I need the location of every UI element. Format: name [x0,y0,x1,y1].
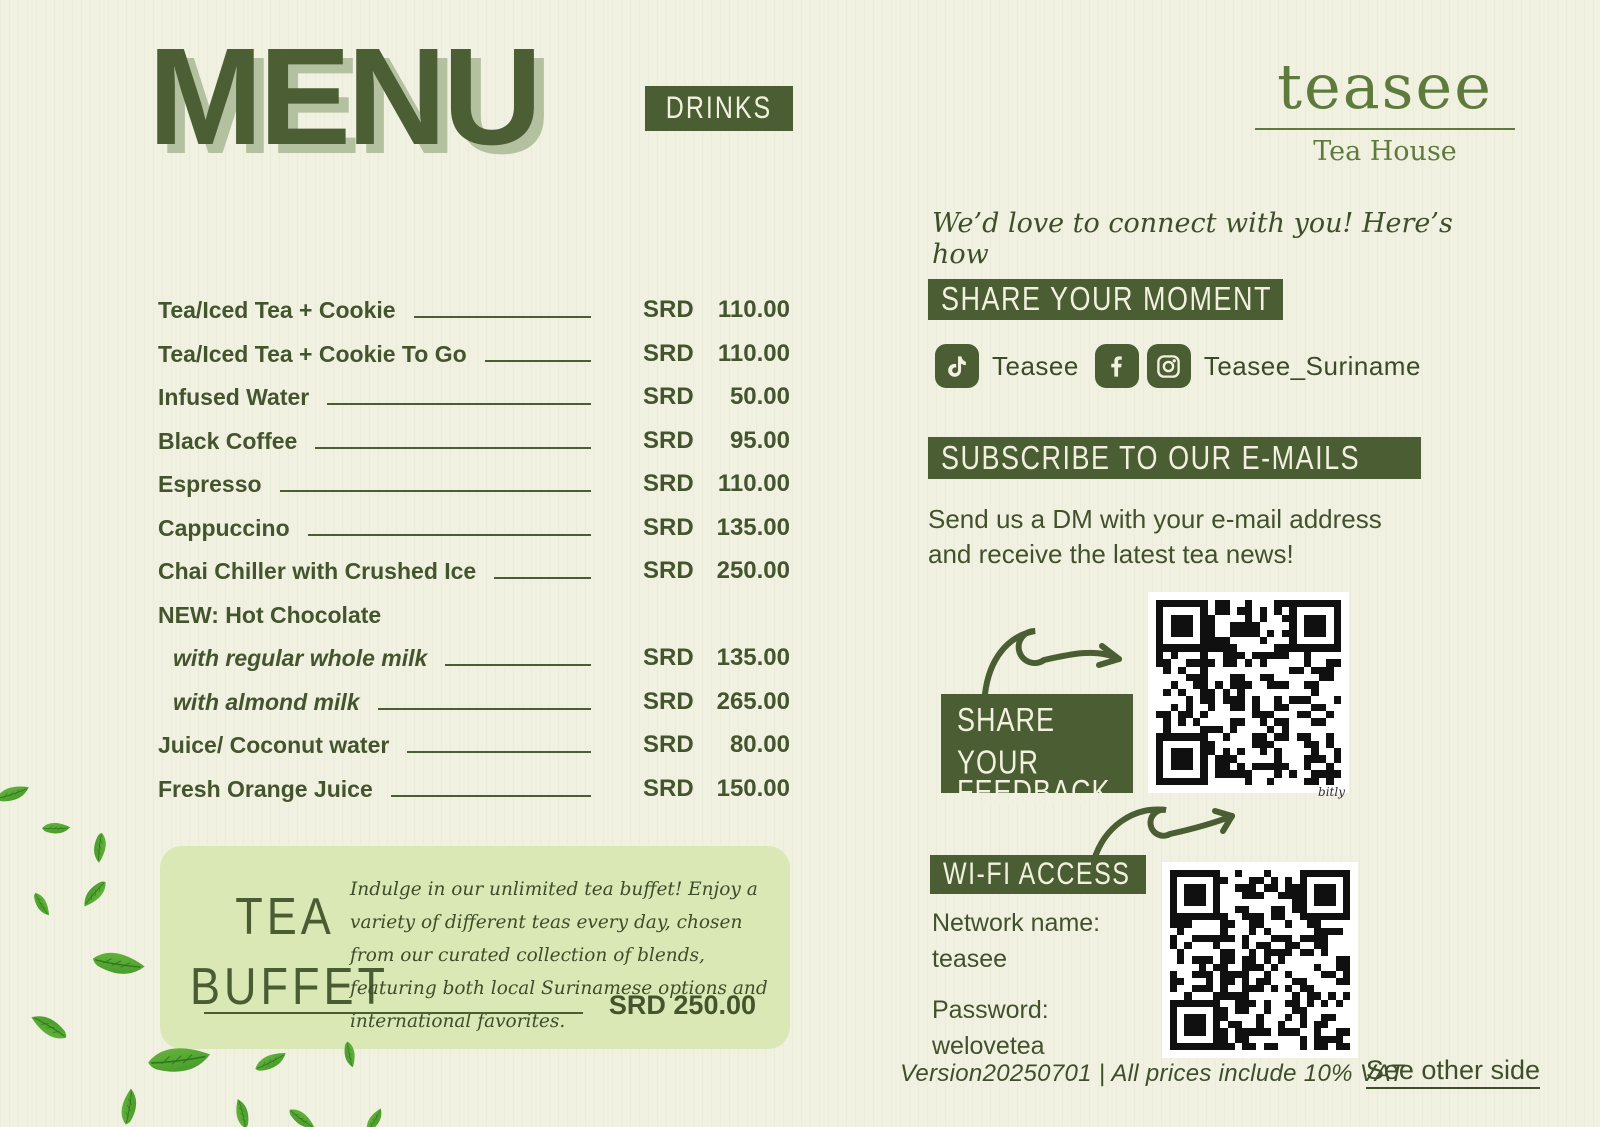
price-amount: 135.00 [716,644,790,671]
leader-line [315,447,591,449]
leader-line [445,664,591,666]
wifi-access-label: WI-FI ACCESS [943,856,1131,892]
menu-item-name: NEW: Hot Chocolate [158,601,382,628]
brand-name: teasee [1255,56,1515,130]
price-amount: 250.00 [716,557,790,584]
tea-buffet-card [160,846,790,1049]
share-feedback-line2: FEEDBACK [957,772,1111,811]
menu-item-name: Black Coffee [158,427,298,454]
leaf-decoration [114,1087,147,1127]
price-amount: 110.00 [717,296,790,323]
price-currency: SRD [643,557,694,584]
subscribe-banner-label: SUBSCRIBE TO OUR E-MAILS [941,438,1361,477]
share-your-moment-banner [928,279,1283,320]
wifi-password-value: welovetea [932,1032,1045,1061]
leaf-decoration [86,831,112,865]
price-currency: SRD [643,731,694,758]
menu-item-row [158,689,790,716]
brand-subtitle: Tea House [1313,136,1457,167]
qr-modules [1156,600,1341,785]
leader-line [391,795,591,797]
menu-item-row [158,471,790,498]
menu-item-row [158,341,790,368]
doodle-arrow-icon [975,598,1147,702]
brand-logo [1255,50,1515,167]
leader-line [414,316,591,318]
page-title: MENU [148,20,539,174]
menu-item-price [643,383,790,411]
wifi-password-label: Password: [932,996,1049,1024]
menu-item-price [643,427,790,455]
leaf-decoration [32,890,50,918]
menu-item-price [643,731,790,759]
menu-item-name: with almond milk [173,688,360,715]
menu-item-row [158,645,790,672]
menu-item-row [158,602,790,629]
category-badge-drinks [645,86,793,131]
facebook-icon[interactable] [1095,344,1139,388]
menu-item-row [158,515,790,542]
tea-buffet-price-row [204,990,756,1021]
instagram-icon[interactable] [1147,344,1191,388]
menu-item-row [158,297,790,324]
share-feedback-label [941,694,1133,811]
leaf-decoration [41,818,72,840]
leaf-decoration [76,878,112,908]
menu-item-row [158,428,790,455]
price-amount: 95.00 [729,426,790,454]
menu-item-price [643,557,790,585]
leader-line [280,490,591,492]
instagram-handle: Teasee_Suriname [1203,350,1421,381]
leader-line [485,360,591,362]
leaf-decoration [89,941,147,988]
menu-items-list [158,297,790,819]
price-amount: 150.00 [716,774,790,802]
leader-line [204,1012,583,1014]
price-currency: SRD [643,470,694,497]
price-currency: SRD [643,774,694,802]
wifi-qr-code [1162,862,1358,1058]
wifi-network-label: Network name: [932,909,1101,937]
leaf-decoration [0,786,30,803]
connect-tagline: We’d love to connect with you! Here’s how [932,208,1453,270]
menu-item-price [643,514,790,542]
see-other-side-link[interactable]: See other side [1366,1055,1540,1089]
version-vat-note: Version20250701 | All prices include 10% VAT [900,1060,1405,1087]
tea-buffet-price: SRD 250.00 [608,990,756,1020]
menu-item-price [643,644,790,672]
doodle-arrow-icon [1088,786,1248,866]
leaf-decoration [286,1103,315,1127]
subscribe-banner [928,437,1421,479]
price-amount: 110.00 [717,470,790,497]
feedback-qr-code [1148,592,1349,799]
leader-line [327,403,591,405]
price-currency: SRD [643,383,694,410]
price-currency: SRD [643,687,694,715]
leader-line [308,534,591,536]
leaf-decoration [29,1004,70,1047]
menu-item-price [643,296,790,324]
tea-buffet-description: Indulge in our unlimited tea buffet! Enjoy a variety of different teas every day, chosen from our curated collection of blends, featuring both local Surinamese options and international favorites. [350,879,768,1032]
price-currency: SRD [643,644,694,671]
menu-item-price [643,470,790,498]
bitly-brand-label: bitly [1318,785,1345,799]
price-amount: 265.00 [716,687,790,715]
price-currency: SRD [643,513,694,541]
price-amount: 135.00 [716,513,790,541]
category-badge-label: DRINKS [665,90,773,126]
leaf-decoration [253,1052,289,1074]
tea-buffet-title-line1: TEA [235,886,335,946]
menu-item-price [643,688,790,716]
tea-buffet-title-line2: BUFFET [190,956,389,1016]
subscribe-body-text: Send us a DM with your e-mail address and receive the latest tea news! [928,504,1382,569]
menu-item-name: Tea/Iced Tea + Cookie [158,297,396,323]
menu-item-name: Fresh Orange Juice [158,775,373,802]
qr-modules [1170,870,1350,1050]
leaf-decoration [361,1107,389,1127]
price-amount: 110.00 [717,339,790,367]
menu-item-row [158,384,790,411]
price-currency: SRD [643,296,694,323]
price-amount: 50.00 [729,383,790,410]
tiktok-handle: Teasee [992,350,1079,381]
price-currency: SRD [643,339,694,367]
wifi-network-value: teasee [932,945,1008,974]
menu-item-name: Juice/ Coconut water [158,732,390,758]
price-amount: 80.00 [729,731,790,758]
leader-line [407,751,591,753]
leader-line [378,708,591,710]
menu-item-name: Chai Chiller with Crushed Ice [158,558,477,584]
wifi-password-block [932,992,1049,1065]
menu-item-name: with regular whole milk [173,645,428,671]
menu-item-row [158,558,790,585]
tiktok-icon[interactable] [935,344,979,388]
wifi-access-banner [930,855,1146,894]
menu-item-price [643,775,790,803]
share-your-moment-label: SHARE YOUR MOMENT [941,280,1273,318]
menu-item-price [643,340,790,368]
share-feedback-line1: SHARE YOUR [957,700,1056,781]
menu-item-name: Espresso [158,471,262,497]
menu-item-name: Cappuccino [158,514,290,541]
menu-item-row [158,776,790,803]
menu-item-name: Infused Water [158,384,310,410]
leaf-decoration [234,1098,252,1127]
price-currency: SRD [643,426,694,454]
wifi-network-block [932,905,1100,978]
menu-item-row [158,732,790,759]
social-links-row [935,344,1421,388]
leader-line [494,577,591,579]
menu-item-name: Tea/Iced Tea + Cookie To Go [158,340,467,367]
